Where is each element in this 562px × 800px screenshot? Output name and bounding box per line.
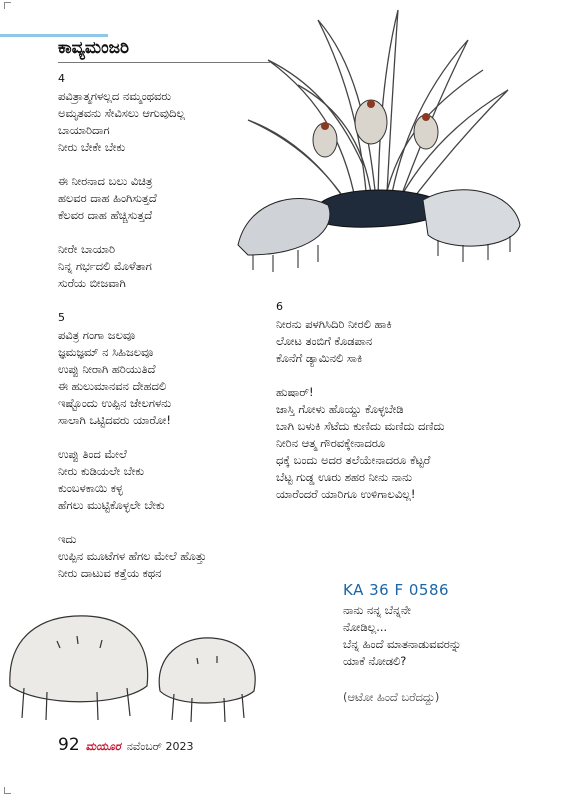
poem-line: ಜ್ಞಮಜ್ಞಮ್ ನ ಸಿಹಿಜಲವೂ bbox=[58, 345, 154, 359]
poem-line: ಜಾಸ್ತಿ ಗೋಳು ಹೊಯ್ದು ಕೊಳ್ಳಬೇಡಿ bbox=[276, 402, 404, 416]
poem-line: ಕುಂಬಳಕಾಯಿ ಕಳ್ಳ bbox=[58, 481, 123, 495]
registration-plate-heading: KA 36 F 0586 bbox=[343, 581, 450, 599]
poem-line: ಬಾಗಿ ಬಳುಕಿ ಸೆಟೆದು ಕುಣಿದು ಮಣಿದು ದಣಿದು bbox=[276, 419, 445, 433]
issue-date: ನವೆಂಬರ್ 2023 bbox=[126, 740, 194, 753]
poem-number-5: 5 bbox=[58, 311, 65, 324]
donkeys-sketch-icon bbox=[2, 596, 264, 724]
poem-line: ನೀರು ಕುಡಿಯಲೇ ಬೇಕು bbox=[58, 464, 145, 478]
poem-line: ನೀರು ಬೇಕೇ ಬೇಕು bbox=[58, 140, 126, 154]
page-number: 92 bbox=[58, 735, 80, 755]
poem-line: ನೀರು ದಾಟುವ ಕತ್ತೆಯ ಕಥನ bbox=[58, 566, 162, 580]
poem-line: ಪವಿತ್ರ ಗಂಗಾ ಜಲವೂ bbox=[58, 328, 136, 342]
poem-line: ನೀರನು ಪಳಗಿಸಿದಿರಿ ನೀರಲಿ ಹಾಕಿ bbox=[276, 317, 392, 331]
page-footer bbox=[58, 735, 194, 755]
stanza-5b bbox=[58, 446, 288, 514]
poem-line: ಕೆಲವರ ದಾಹ ಹೆಚ್ಚಿಸುತ್ತದೆ bbox=[58, 208, 153, 222]
poem-line: ಯಾರೆಂದರೆ ಯಾರಿಗೂ ಉಳಿಗಾಲವಿಲ್ಲ! bbox=[276, 487, 416, 501]
poem-line: ಹಲವರ ದಾಹ ಹಿಂಗಿಸುತ್ತದೆ bbox=[58, 191, 157, 205]
poem-line: ನಿನ್ನ ಗರ್ಭದಲಿ ಮೊಳೆತಾಗ bbox=[58, 259, 152, 273]
poem-line: ಬೆನ್ನ ಹಿಂದೆ ಮಾತನಾಡುವವರನ್ನು bbox=[343, 637, 462, 651]
poem-line: ಈ ನೀರನಾದ ಬಲು ವಿಚಿತ್ರ bbox=[58, 174, 153, 188]
magazine-logo: ಮಯೂರ bbox=[85, 740, 121, 753]
crop-mark-bottom-left bbox=[4, 787, 11, 794]
poem-line: ಬಾಯಾರಿದಾಗ bbox=[58, 123, 110, 137]
poem-line: ಲೋಟ ತಂಬಿಗೆ ಕೊಡಪಾನ bbox=[276, 334, 373, 348]
poem-line: ಅಮೃತವನು ಸೇವಿಸಲು ಆಗುವುದಿಲ್ಲ bbox=[58, 106, 186, 120]
poem-line: ಉಪ್ಪು ನೀರಾಗಿ ಹರಿಯುತಿದೆ bbox=[58, 362, 156, 376]
poem-line: ಇಷ್ಟೊಂದು ಉಪ್ಪಿನ ಜೇಲಗಳನು bbox=[58, 396, 172, 410]
right-poem-column bbox=[276, 298, 526, 503]
poem-line: ಧಕ್ಕೆ ಬಂದು ಅದರ ತಲೆಯೇನಾದರೂ ಕೆಟ್ಟರೆ bbox=[276, 453, 431, 467]
poem-line: ಪವಿತ್ರಾತ್ಮಗಳಲ್ಲದ ನಮ್ಮಂಥವರು bbox=[58, 89, 171, 103]
stanza-5a bbox=[58, 327, 288, 429]
poem-line: ನಾನು ನನ್ನ ಬೆನ್ನನೇ bbox=[343, 603, 411, 617]
stanza-6a bbox=[276, 316, 526, 367]
stanza-5c bbox=[58, 531, 288, 582]
poem-number-6: 6 bbox=[276, 300, 283, 313]
poem-line: ಉಪ್ಪಿನ ಮೂಟೆಗಳ ಹೆಗಲ ಮೇಲೆ ಹೊತ್ತು bbox=[58, 549, 207, 563]
section-title: ಕಾವ್ಯಮಂಜರಿ bbox=[58, 38, 130, 58]
stanza-6b bbox=[276, 384, 526, 503]
poem-line: ಈ ಹುಲುಮಾನವನ ದೇಹದಲಿ bbox=[58, 379, 167, 393]
poem-line: ಬೆಟ್ಟ ಗುಡ್ಡ ಊರು ಶಹರ ನೀನು ನಾನು bbox=[276, 470, 412, 484]
header-accent-rule bbox=[0, 34, 108, 37]
crop-mark-top-left bbox=[4, 2, 11, 9]
registration-poem bbox=[343, 602, 533, 670]
poem-line: ಯಾಕೆ ನೋಡಲಿ? bbox=[343, 654, 407, 668]
poem-line: ಹೆಗಲು ಮುಟ್ಟಿಕೊಳ್ಳಲೇ ಬೇಕು bbox=[58, 498, 165, 512]
poem-number-4: 4 bbox=[58, 72, 65, 85]
poem-line: ಸುರೆಯ ಬೀಜವಾಗಿ bbox=[58, 276, 126, 290]
poem-line: ನೀರೇ ಬಾಯಾರಿ bbox=[58, 242, 116, 256]
poem-line: ಇದು bbox=[58, 532, 77, 546]
poem-line: ಕೊನೆಗೆ ಡ್ಯಾಮಿನಲಿ ಸಾಕಿ bbox=[276, 351, 363, 365]
donkey-plant-drawing-icon bbox=[228, 0, 528, 285]
poem-line: ಹುಷಾರ್! bbox=[276, 385, 314, 399]
poem-line: ಉಪ್ಪು ತಿಂದ ಮೇಲೆ bbox=[58, 447, 127, 461]
auto-rickshaw-note: (ಆಟೋ ಹಿಂದೆ ಬರೆದದ್ದು) bbox=[343, 690, 440, 704]
poem-line: ನೋಡಿಲ್ಲ... bbox=[343, 620, 388, 634]
poem-line: ನೀರಿನ ಆತ್ಮ ಗೌರವಕ್ಕೇನಾದರೂ bbox=[276, 436, 385, 450]
poem-line: ಸಾಲಾಗಿ ಒಟ್ಟಿದವರು ಯಾರೋ! bbox=[58, 413, 171, 427]
